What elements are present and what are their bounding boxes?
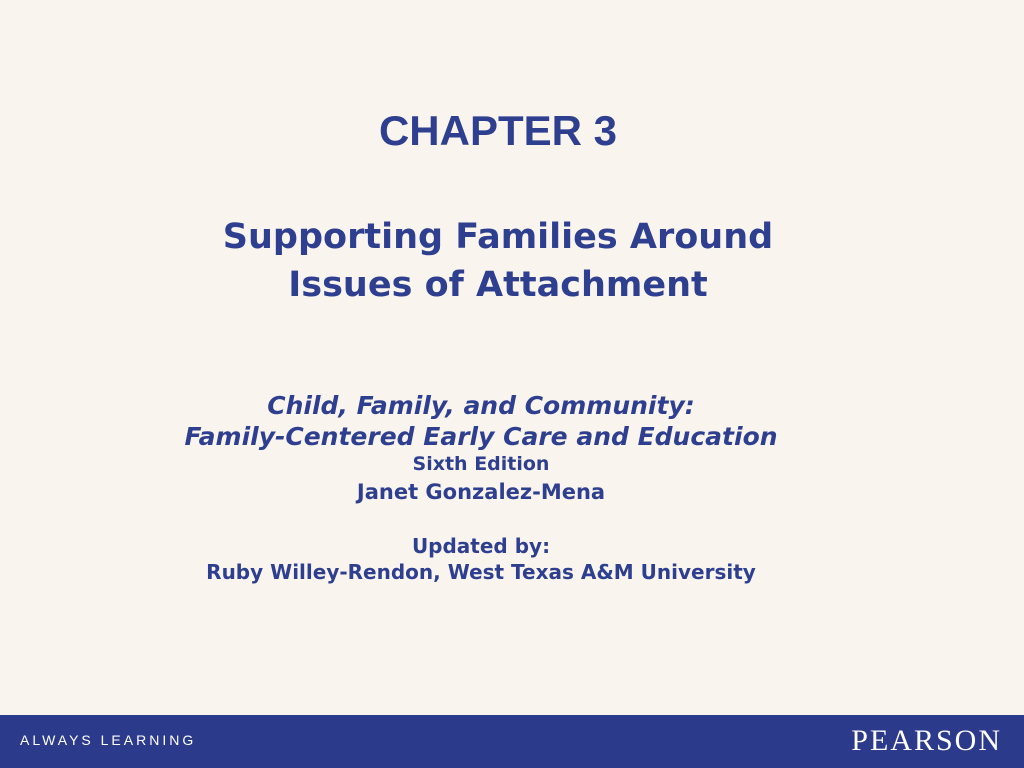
update-credit — [0, 533, 962, 585]
updater-name: Ruby Willey-Rendon, West Texas A&M University — [206, 560, 756, 584]
book-author: Janet Gonzalez-Mena — [356, 480, 606, 504]
book-title-line-1: Child, Family, and Community: — [267, 391, 695, 420]
book-title-line-2: Family-Centered Early Care and Education — [184, 422, 778, 451]
book-info — [0, 390, 962, 507]
slide-subtitle — [0, 213, 996, 309]
chapter-title: CHAPTER 3 — [378, 107, 618, 154]
subtitle-line-1: Supporting Families Around — [222, 217, 774, 257]
pearson-logo: PEARSON — [851, 724, 1002, 757]
book-edition: Sixth Edition — [412, 453, 550, 475]
footer-bar — [0, 715, 1024, 768]
subtitle-line-2: Issues of Attachment — [288, 265, 708, 305]
footer-tagline: ALWAYS LEARNING — [20, 732, 197, 748]
updated-by-label: Updated by: — [411, 534, 551, 558]
